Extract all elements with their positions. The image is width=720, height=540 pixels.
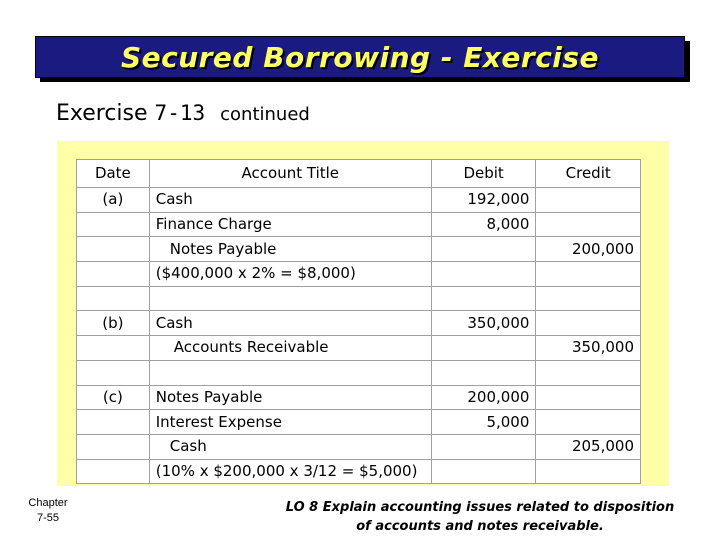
subtitle: [56, 101, 310, 126]
learning-objective: [260, 498, 700, 536]
cell-account: (10% x $200,000 x 3/12 = $5,000): [149, 459, 431, 484]
table-row: [77, 188, 641, 213]
cell-account: Interest Expense: [149, 410, 431, 435]
header-debit: Debit: [431, 160, 536, 188]
cell-credit: [536, 311, 641, 336]
chapter-text: Chapter: [28, 497, 68, 509]
cell-date: (a): [77, 188, 150, 213]
title-banner: [35, 36, 685, 78]
cell-date: [77, 237, 150, 262]
header-account-title: Account Title: [149, 160, 431, 188]
table-row: [77, 336, 641, 361]
cell-credit: [536, 188, 641, 213]
cell-date: [77, 410, 150, 435]
cell-date: (b): [77, 311, 150, 336]
cell-debit: [431, 286, 536, 311]
table-header-row: [77, 160, 641, 188]
cell-account: Cash: [149, 311, 431, 336]
subtitle-exercise: Exercise: [56, 101, 148, 126]
cell-date: [77, 459, 150, 484]
lo-line-1: LO 8 Explain accounting issues related to disposition: [285, 500, 675, 515]
cell-account: Cash: [149, 434, 431, 459]
header-date: Date: [77, 160, 150, 188]
cell-debit: [431, 336, 536, 361]
cell-credit: [536, 360, 641, 385]
cell-account: [149, 286, 431, 311]
cell-debit: 5,000: [431, 410, 536, 435]
cell-account: Accounts Receivable: [149, 336, 431, 361]
cell-account: Notes Payable: [149, 237, 431, 262]
table-row: [77, 410, 641, 435]
chapter-page: 7-55: [36, 512, 60, 524]
cell-date: [77, 360, 150, 385]
cell-credit: [536, 262, 641, 287]
cell-date: [77, 434, 150, 459]
cell-credit: [536, 459, 641, 484]
cell-date: [77, 212, 150, 237]
cell-credit: 350,000: [536, 336, 641, 361]
journal-table: [76, 159, 641, 484]
cell-credit: [536, 410, 641, 435]
cell-debit: [431, 459, 536, 484]
cell-account: ($400,000 x 2% = $8,000): [149, 262, 431, 287]
cell-debit: [431, 262, 536, 287]
cell-debit: 8,000: [431, 212, 536, 237]
cell-account: Cash: [149, 188, 431, 213]
table-row: [77, 237, 641, 262]
table-row: [77, 385, 641, 410]
cell-account: Notes Payable: [149, 385, 431, 410]
slide-title: Secured Borrowing - Exercise: [120, 40, 600, 74]
cell-credit: [536, 385, 641, 410]
cell-date: [77, 262, 150, 287]
cell-credit: [536, 212, 641, 237]
cell-account: Finance Charge: [149, 212, 431, 237]
cell-date: (c): [77, 385, 150, 410]
cell-debit: [431, 237, 536, 262]
table-row: [77, 434, 641, 459]
table-row: [77, 262, 641, 287]
cell-debit: [431, 434, 536, 459]
table-row: [77, 459, 641, 484]
table-row: [77, 212, 641, 237]
table-row: [77, 360, 641, 385]
subtitle-number: 7-13: [154, 101, 206, 125]
lo-line-2: of accounts and notes receivable.: [356, 519, 604, 534]
cell-account: [149, 360, 431, 385]
cell-debit: 192,000: [431, 188, 536, 213]
table-row: [77, 286, 641, 311]
cell-credit: 200,000: [536, 237, 641, 262]
cell-debit: [431, 360, 536, 385]
cell-date: [77, 336, 150, 361]
cell-debit: 200,000: [431, 385, 536, 410]
table-row: [77, 311, 641, 336]
cell-credit: [536, 286, 641, 311]
chapter-label: [18, 496, 78, 526]
cell-date: [77, 286, 150, 311]
subtitle-continued: continued: [220, 104, 310, 125]
header-credit: Credit: [536, 160, 641, 188]
cell-debit: 350,000: [431, 311, 536, 336]
cell-credit: 205,000: [536, 434, 641, 459]
